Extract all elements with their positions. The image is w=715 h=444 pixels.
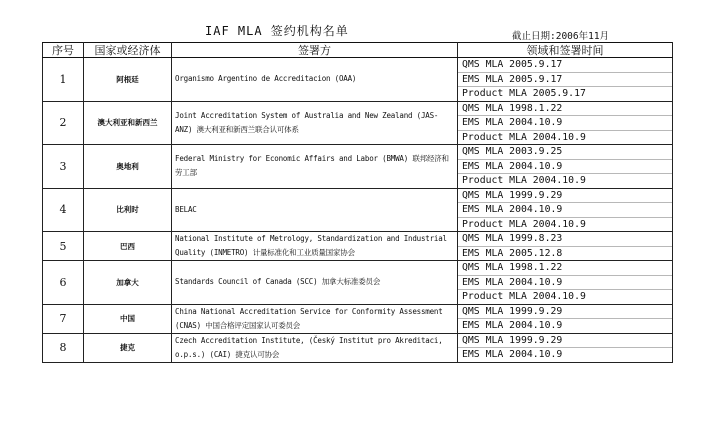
field-entry: QMS MLA 1999.9.29: [458, 334, 672, 349]
row-country: 奥地利: [84, 145, 172, 189]
signatory-table: [42, 42, 673, 363]
row-number: 4: [43, 188, 84, 232]
field-entry: EMS MLA 2004.10.9: [462, 320, 563, 331]
row-country: 阿根廷: [84, 58, 172, 102]
row-fields: [458, 333, 673, 362]
row-country: 澳大利亚和新西兰: [84, 101, 172, 145]
field-entry: QMS MLA 1998.1.22: [458, 261, 672, 276]
field-entry: EMS MLA 2004.10.9: [462, 349, 563, 360]
table-row: [43, 304, 673, 333]
field-entry: Product MLA 2004.10.9: [462, 131, 586, 143]
table-row: [43, 101, 673, 145]
field-entry: Product MLA 2004.10.9: [462, 175, 586, 186]
row-fields: [458, 101, 673, 145]
cutoff-date: 截止日期:2006年11月: [512, 31, 610, 42]
table-row: [43, 58, 673, 102]
row-number: 7: [43, 304, 84, 333]
table-row: [43, 188, 673, 232]
row-signatory: Standards Council of Canada (SCC) 加拿大标准委员会: [172, 261, 458, 305]
row-fields: [458, 188, 673, 232]
row-country: 比利时: [84, 188, 172, 232]
row-fields: [458, 145, 673, 189]
row-fields: [458, 261, 673, 305]
field-entry: EMS MLA 2004.10.9: [458, 116, 672, 131]
field-entry: Product MLA 2004.10.9: [462, 291, 586, 302]
row-signatory: Federal Ministry for Economic Affairs and Labor (BMWA) 联邦经济和劳工部: [172, 145, 458, 189]
row-number: 2: [43, 101, 84, 145]
column-header-fields: 领域和签署时间: [458, 43, 673, 58]
row-country: 巴西: [84, 232, 172, 261]
row-fields: [458, 232, 673, 261]
field-entry: EMS MLA 2005.12.8: [462, 247, 563, 259]
field-entry: QMS MLA 1998.1.22: [458, 102, 672, 117]
field-entry: EMS MLA 2004.10.9: [458, 203, 672, 218]
table-row: [43, 145, 673, 189]
table-row: [43, 333, 673, 362]
row-number: 6: [43, 261, 84, 305]
column-header-number: 序号: [43, 43, 84, 58]
row-country: 加拿大: [84, 261, 172, 305]
document-title: IAF MLA 签约机构名单: [205, 24, 349, 38]
table-header-row: [43, 43, 673, 58]
row-fields: [458, 58, 673, 102]
field-entry: QMS MLA 1999.9.29: [458, 189, 672, 204]
row-signatory: Joint Accreditation System of Australia and New Zealand (JAS-ANZ) 澳大利亚和新西兰联合认可体系: [172, 101, 458, 145]
field-entry: Product MLA 2005.9.17: [462, 88, 586, 99]
row-number: 3: [43, 145, 84, 189]
row-signatory: BELAC: [172, 188, 458, 232]
column-header-signatory: 签署方: [172, 43, 458, 58]
row-number: 1: [43, 58, 84, 102]
field-entry: QMS MLA 2003.9.25: [458, 145, 672, 160]
row-country: 中国: [84, 304, 172, 333]
field-entry: EMS MLA 2005.9.17: [458, 73, 672, 88]
row-fields: [458, 304, 673, 333]
field-entry: QMS MLA 1999.9.29: [458, 305, 672, 320]
row-signatory: China National Accreditation Service for Conformity Assessment (CNAS) 中国合格评定国家认可委员会: [172, 304, 458, 333]
field-entry: Product MLA 2004.10.9: [462, 218, 586, 230]
field-entry: QMS MLA 2005.9.17: [458, 58, 672, 73]
table-row: [43, 261, 673, 305]
row-signatory: National Institute of Metrology, Standardization and Industrial Quality (INMETRO) 计量标准化和工业质量国家协会: [172, 232, 458, 261]
field-entry: QMS MLA 1999.8.23: [458, 232, 672, 247]
field-entry: EMS MLA 2004.10.9: [458, 160, 672, 175]
row-number: 8: [43, 333, 84, 362]
row-signatory: Czech Accreditation Institute, (Český Institut pro Akreditaci, o.p.s.) (CAI) 捷克认可协会: [172, 333, 458, 362]
row-number: 5: [43, 232, 84, 261]
table-row: [43, 232, 673, 261]
row-country: 捷克: [84, 333, 172, 362]
row-signatory: Organismo Argentino de Accreditacion (OAA): [172, 58, 458, 102]
column-header-country: 国家或经济体: [84, 43, 172, 58]
field-entry: EMS MLA 2004.10.9: [458, 276, 672, 291]
